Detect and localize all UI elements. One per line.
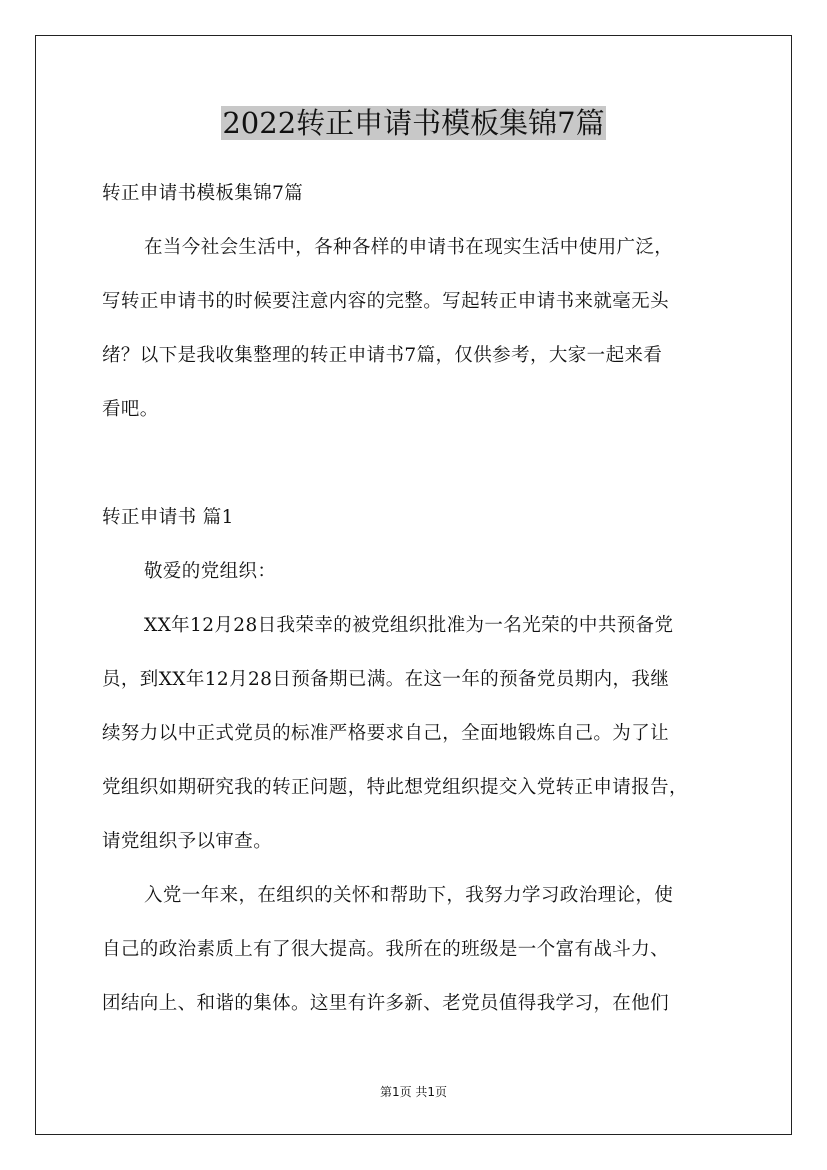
paragraph-line: 团结向上、和谐的集体。这里有许多新、老党员值得我学习，在他们 [102, 993, 670, 1014]
paragraph-line: 党组织如期研究我的转正问题，特此想党组织提交入党转正申请报告， [102, 777, 688, 798]
page-number-footer: 第1页 共1页 [379, 1085, 448, 1099]
document-title-text: 2022转正申请书模板集锦7篇 [222, 106, 605, 140]
paragraph-line: 自己的政治素质上有了很大提高。我所在的班级是一个富有战斗力、 [102, 939, 670, 960]
paragraph-line: 员，到XX年12月28日预备期已满。在这一年的预备党员期内，我继 [102, 669, 670, 690]
paragraph-line: 请党组织予以审查。 [102, 831, 273, 852]
document-title [0, 104, 827, 142]
paragraph-line: XX年12月28日我荣幸的被党组织批准为一名光荣的中共预备党 [144, 615, 674, 636]
paragraph-line: 入党一年来，在组织的关怀和帮助下，我努力学习政治理论，使 [144, 885, 674, 906]
salutation: 敬爱的党组织： [144, 561, 277, 582]
section-heading: 转正申请书 篇1 [102, 507, 234, 528]
intro-line: 在当今社会生活中，各种各样的申请书在现实生活中使用广泛， [144, 237, 674, 258]
document-subtitle: 转正申请书模板集锦7篇 [102, 183, 304, 204]
intro-line: 写转正申请书的时候要注意内容的完整。写起转正申请书来就毫无头 [102, 291, 670, 312]
intro-line: 看吧。 [102, 399, 159, 420]
intro-line: 绪？以下是我收集整理的转正申请书7篇，仅供参考，大家一起来看 [102, 345, 663, 366]
paragraph-line: 续努力以中正式党员的标准严格要求自己，全面地锻炼自己。为了让 [102, 723, 670, 744]
